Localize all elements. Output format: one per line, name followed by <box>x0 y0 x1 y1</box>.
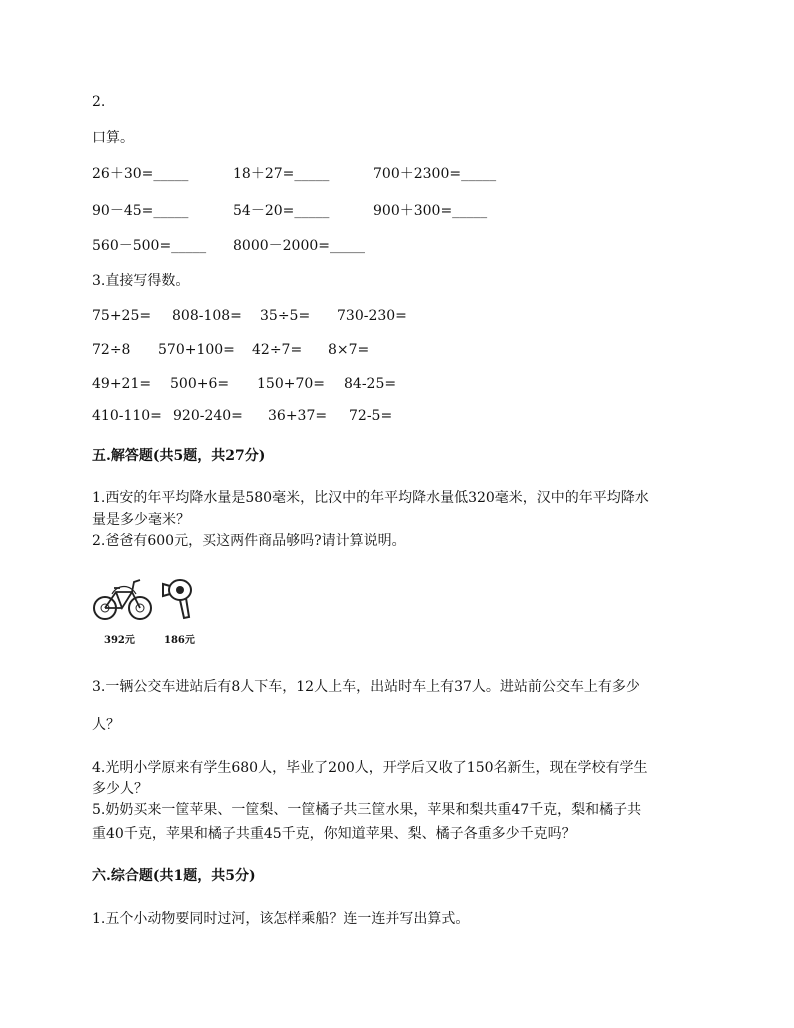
direct-item: 730-230= <box>337 308 407 324</box>
section-six-heading: 六.综合题(共1题，共5分) <box>92 868 256 884</box>
direct-item: 8×7= <box>328 342 370 358</box>
direct-item: 35÷5= <box>260 308 311 324</box>
direct-item: 49+21= <box>92 376 152 392</box>
direct-item: 920-240= <box>173 408 243 424</box>
oral-item: 700＋2300=_____ <box>373 166 497 182</box>
oral-item: 26＋30=_____ <box>92 166 189 182</box>
bike-price-label: 392元 <box>104 635 135 646</box>
section-five-heading: 五.解答题(共5题，共27分) <box>92 448 266 464</box>
q4-text: 多少人？ <box>92 781 148 797</box>
direct-item: 72-5= <box>349 408 393 424</box>
direct-write-title: 3.直接写得数。 <box>92 273 190 289</box>
direct-item: 410-110= <box>92 408 162 424</box>
q3-text: 3.一辆公交车进站后有8人下车，12人上车，出站时车上有37人。进站前公交车上有多少 <box>92 679 640 695</box>
direct-item: 84-25= <box>344 376 397 392</box>
direct-item: 42÷7= <box>252 342 303 358</box>
oral-item: 54－20=_____ <box>233 203 330 219</box>
dryer-price-label: 186元 <box>164 635 195 646</box>
q5-text: 5.奶奶买来一筐苹果、一筐梨、一筐橘子共三筐水果，苹果和梨共重47千克，梨和橘子共 <box>92 802 642 818</box>
q5-text: 重40千克，苹果和橘子共重45千克，你知道苹果、梨、橘子各重多少千克吗？ <box>92 826 576 842</box>
q3-text: 人？ <box>92 717 120 733</box>
product-figure <box>92 572 212 646</box>
question-number: 2. <box>92 94 106 110</box>
oral-item: 8000－2000=_____ <box>233 238 365 254</box>
direct-item: 36+37= <box>268 408 328 424</box>
six-q1-text: 1.五个小动物要同时过河，该怎样乘船？连一连并写出算式。 <box>92 911 470 927</box>
q1-text: 量是多少毫米？ <box>92 512 190 528</box>
q4-text: 4.光明小学原来有学生680人，毕业了200人，开学后又收了150名新生，现在学校有学生 <box>92 760 648 776</box>
direct-item: 72÷8 <box>92 342 131 358</box>
q1-text: 1.西安的年平均降水量是580毫米，比汉中的年平均降水量低320毫米，汉中的年平均降水 <box>92 490 649 506</box>
direct-item: 150+70= <box>257 376 325 392</box>
direct-item: 570+100= <box>158 342 235 358</box>
oral-item: 560－500=_____ <box>92 238 207 254</box>
direct-item: 75+25= <box>92 308 152 324</box>
hair-dryer-icon <box>162 578 194 622</box>
bicycle-icon <box>92 572 154 624</box>
direct-item: 500+6= <box>170 376 230 392</box>
oral-item: 900＋300=_____ <box>373 203 488 219</box>
oral-calc-title: 口算。 <box>92 130 134 146</box>
oral-item: 90－45=_____ <box>92 203 189 219</box>
oral-item: 18＋27=_____ <box>233 166 330 182</box>
direct-item: 808-108= <box>172 308 242 324</box>
q2-text: 2.爸爸有600元，买这两件商品够吗?请计算说明。 <box>92 533 406 549</box>
